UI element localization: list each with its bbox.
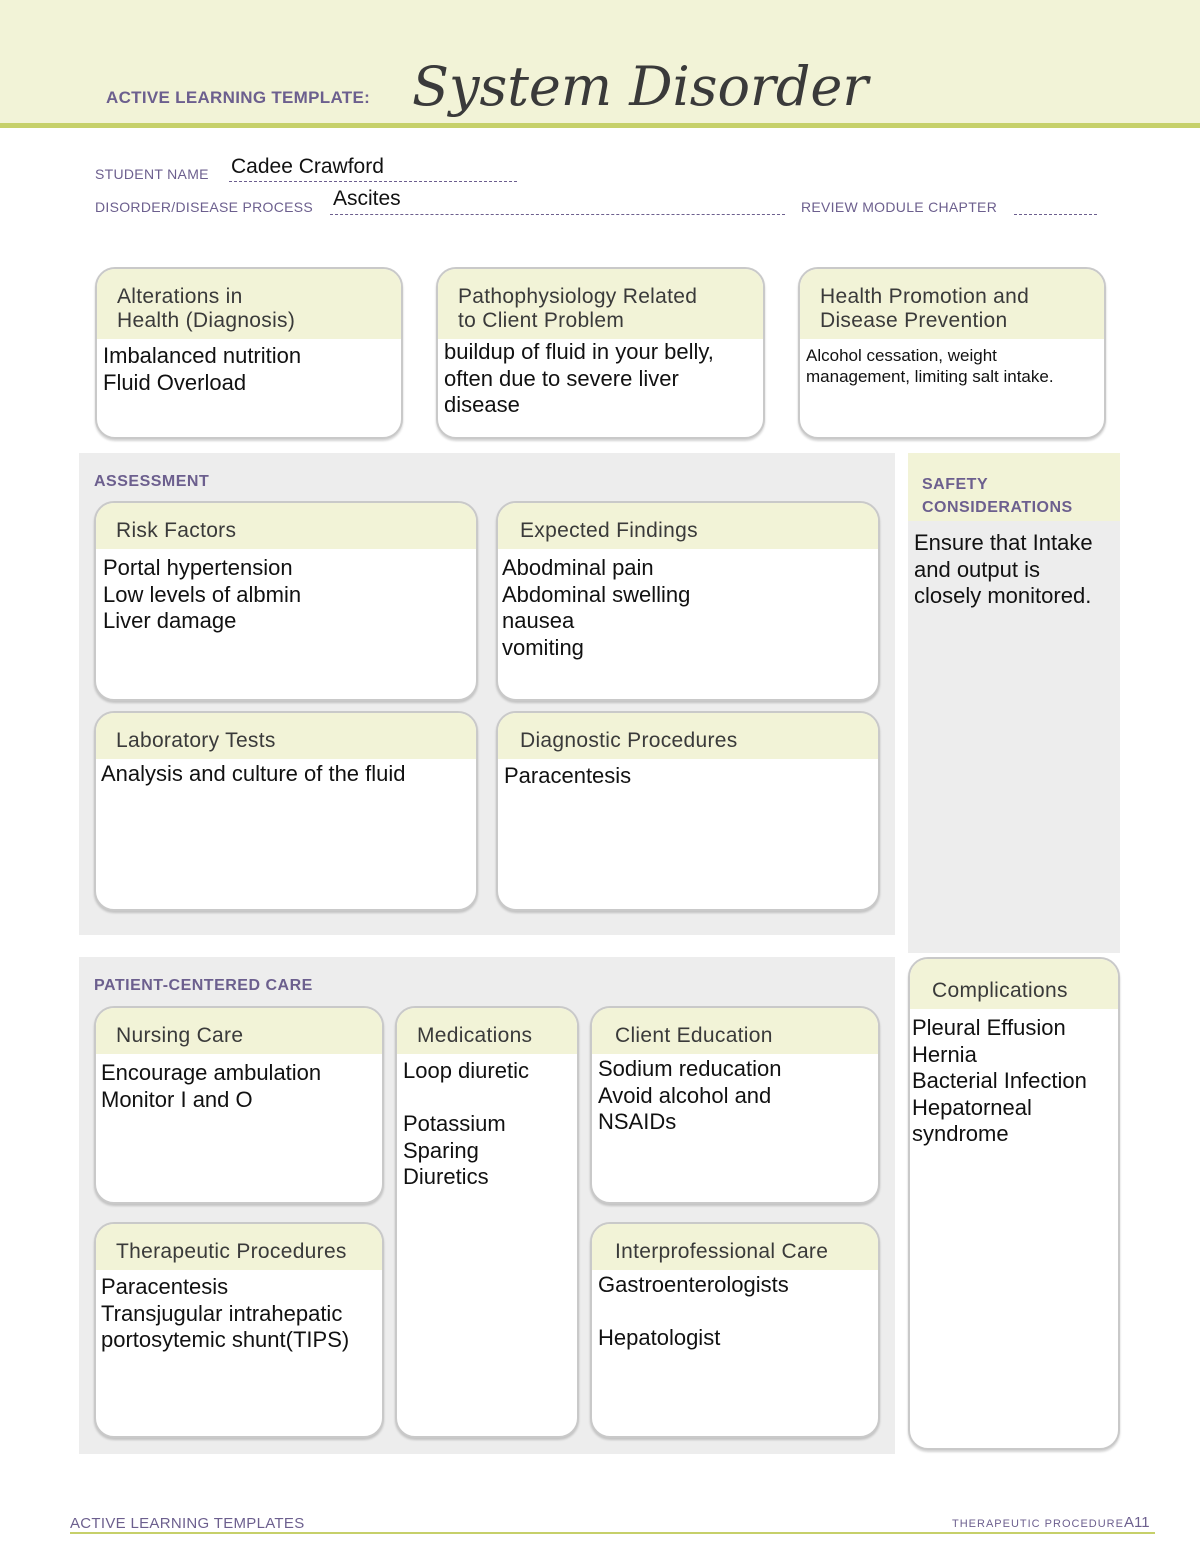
client-education-box (590, 1006, 880, 1204)
laboratory-tests-title: Laboratory Tests (96, 713, 476, 759)
nursing-care-box (94, 1006, 384, 1204)
student-name-label: STUDENT NAME (95, 166, 209, 182)
therapeutic-procedures-title: Therapeutic Procedures (96, 1224, 382, 1270)
therapeutic-procedures-box (94, 1222, 384, 1438)
diagnostic-procedures-content[interactable]: Paracentesis (504, 763, 632, 788)
review-module-label: REVIEW MODULE CHAPTER (801, 199, 998, 215)
risk-factors-title: Risk Factors (96, 503, 476, 549)
risk-factors-box (94, 501, 478, 701)
page-title: System Disorder (412, 55, 869, 118)
expected-findings-box (496, 501, 880, 701)
footer-section: THERAPEUTIC PROCEDURE (952, 1518, 1124, 1530)
complications-title: Complications (910, 959, 1118, 1009)
client-education-title: Client Education (592, 1008, 878, 1054)
patient-care-label: PATIENT-CENTERED CARE (94, 977, 313, 994)
footer-page-number: A11 (1124, 1514, 1150, 1531)
health-promotion-title: Health Promotion and Disease Prevention (800, 269, 1104, 339)
health-promotion-content[interactable]: Alcohol cessation, weight management, limiting salt intake. (806, 346, 1054, 386)
footer-rule (70, 1532, 1155, 1534)
assessment-label: ASSESSMENT (94, 473, 210, 490)
diagnostic-procedures-title: Diagnostic Procedures (498, 713, 878, 759)
safety-content[interactable]: Ensure that Intake and output is closely monitored. (914, 530, 1093, 608)
expected-findings-title: Expected Findings (498, 503, 878, 549)
interprofessional-care-content[interactable]: Gastroenterologists Hepatologist (598, 1272, 789, 1350)
diagnostic-procedures-box (496, 711, 880, 911)
nursing-care-title: Nursing Care (96, 1008, 382, 1054)
laboratory-tests-box (94, 711, 478, 911)
therapeutic-procedures-content[interactable]: Paracentesis Transjugular intrahepatic portosytemic shunt(TIPS) (101, 1274, 350, 1352)
interprofessional-care-box (590, 1222, 880, 1438)
complications-content[interactable]: Pleural Effusion Hernia Bacterial Infection Hepatorneal syndrome (912, 1015, 1087, 1146)
nursing-care-content[interactable]: Encourage ambulation Monitor I and O (101, 1060, 322, 1112)
health-promotion-box (798, 267, 1106, 439)
interprofessional-care-title: Interprofessional Care (592, 1224, 878, 1270)
medications-title: Medications (397, 1008, 577, 1054)
student-name-line (229, 181, 517, 182)
header-rule (0, 123, 1200, 128)
footer-left: ACTIVE LEARNING TEMPLATES (70, 1515, 305, 1532)
pathophysiology-title: Pathophysiology Related to Client Problem (438, 269, 763, 339)
disorder-label: DISORDER/DISEASE PROCESS (95, 199, 314, 215)
template-label: ACTIVE LEARNING TEMPLATE: (106, 88, 371, 107)
alterations-box (95, 267, 403, 439)
safety-label: SAFETY CONSIDERATIONS (922, 476, 1073, 516)
review-module-line (1014, 214, 1097, 215)
complications-box (908, 957, 1120, 1450)
pathophysiology-content[interactable]: buildup of fluid in your belly, often due to severe liver disease (444, 339, 714, 417)
alterations-content[interactable]: Imbalanced nutrition Fluid Overload (103, 343, 302, 395)
alterations-title: Alterations in Health (Diagnosis) (97, 269, 401, 339)
disorder-field[interactable]: Ascites (333, 187, 401, 210)
student-name-field[interactable]: Cadee Crawford (231, 155, 384, 178)
expected-findings-content[interactable]: Abodminal pain Abdominal swelling nausea vomiting (502, 555, 691, 660)
client-education-content[interactable]: Sodium reducation Avoid alcohol and NSAIDs (598, 1056, 782, 1134)
disorder-line (330, 214, 785, 215)
risk-factors-content[interactable]: Portal hypertension Low levels of albmin Liver damage (103, 555, 302, 633)
medications-box (395, 1006, 579, 1438)
pathophysiology-box (436, 267, 765, 439)
medications-content[interactable]: Loop diuretic Potassium Sparing Diuretics (403, 1058, 529, 1189)
laboratory-tests-content[interactable]: Analysis and culture of the fluid (101, 761, 406, 786)
